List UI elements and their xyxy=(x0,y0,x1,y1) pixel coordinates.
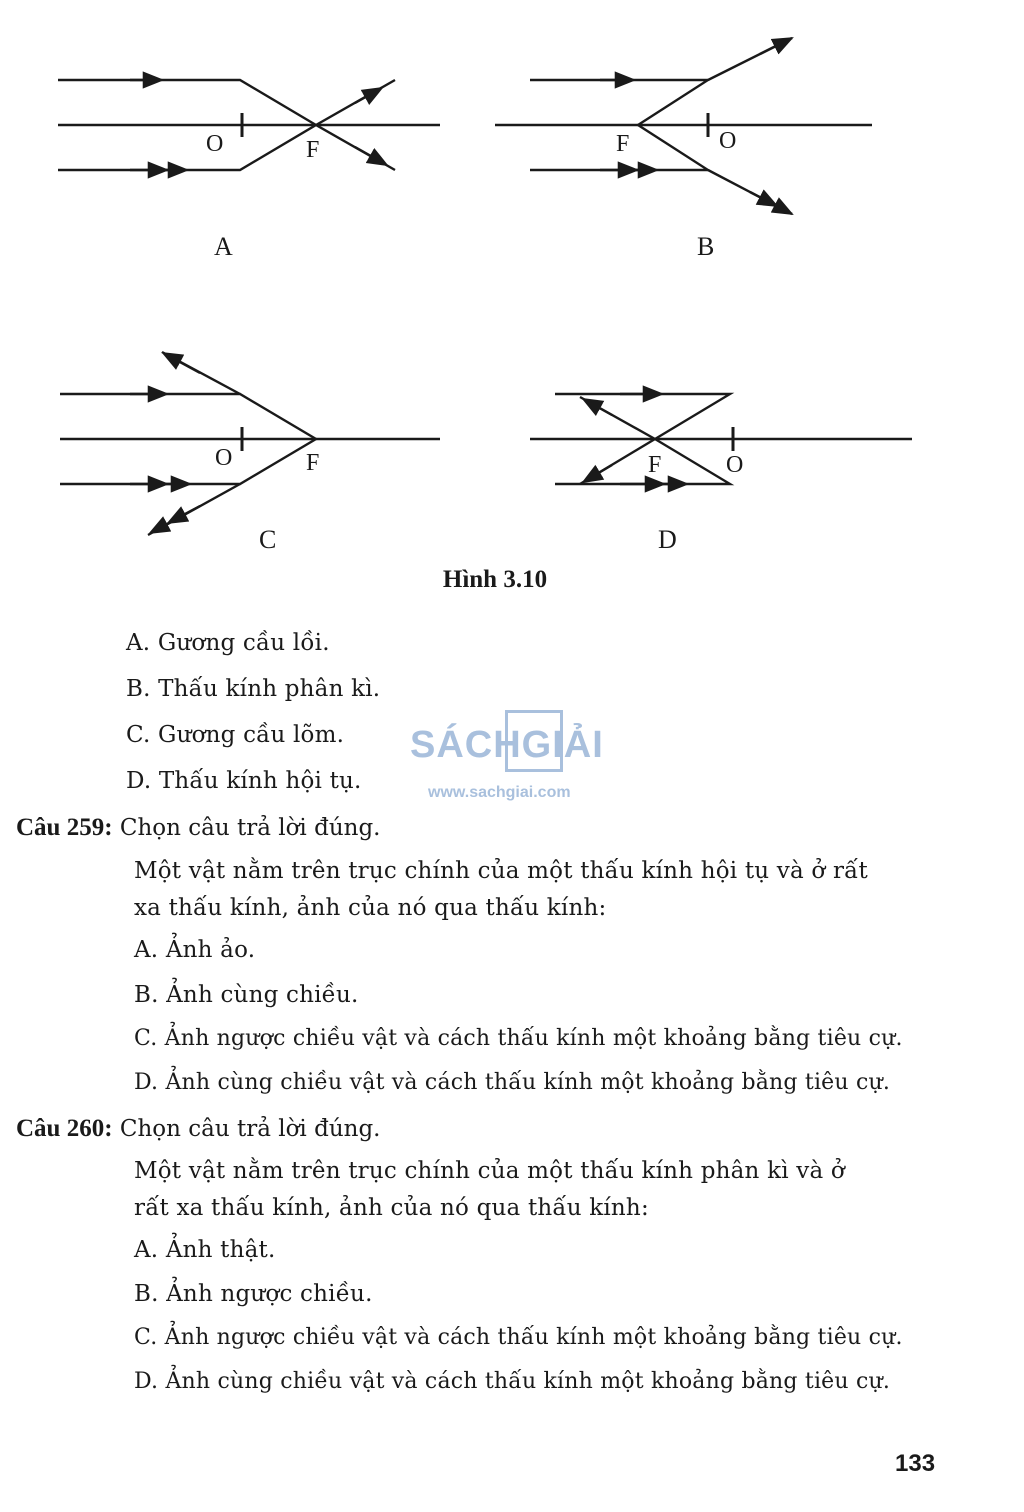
label-o-b: O xyxy=(719,128,737,154)
panel-b-diagram xyxy=(495,38,872,214)
question-259-stem-line-2: xa thấu kính, ảnh của nó qua thấu kính: xyxy=(134,895,607,921)
prev-option-b: B. Thấu kính phân kì. xyxy=(126,676,381,702)
label-o-d: O xyxy=(726,452,744,478)
watermark-brand: SÁCHGIẢI xyxy=(410,724,604,766)
question-260-stem-line-2: rất xa thấu kính, ảnh của nó qua thấu kính: xyxy=(134,1195,649,1221)
question-259-option-c: C. Ảnh ngược chiều vật và cách thấu kính một khoảng bằng tiêu cự. xyxy=(134,1026,903,1051)
ray-diagram-figure xyxy=(0,0,1024,560)
label-f-b: F xyxy=(616,131,630,157)
question-259-prompt: Chọn câu trả lời đúng. xyxy=(119,815,381,841)
panel-label-c: C xyxy=(259,525,277,554)
page-number: 133 xyxy=(895,1450,936,1477)
question-259-option-d: D. Ảnh cùng chiều vật và cách thấu kính một khoảng bằng tiêu cự. xyxy=(134,1070,891,1095)
question-259-option-b: B. Ảnh cùng chiều. xyxy=(134,982,359,1008)
question-259-stem-line-1: Một vật nằm trên trục chính của một thấu kính hội tụ và ở rất xyxy=(134,858,868,884)
prev-option-c: C. Gương cầu lõm. xyxy=(126,722,345,748)
question-259-header xyxy=(16,814,380,842)
question-260-number: Câu 260: xyxy=(16,1115,113,1142)
label-o-c: O xyxy=(215,445,233,471)
prev-option-a: A. Gương cầu lồi. xyxy=(126,630,330,656)
watermark-logo xyxy=(410,708,620,808)
panel-label-a: A xyxy=(214,232,233,261)
question-260-prompt: Chọn câu trả lời đúng. xyxy=(119,1116,381,1142)
label-f-d: F xyxy=(648,452,662,478)
question-259-option-a: A. Ảnh ảo. xyxy=(134,937,256,963)
question-260-stem-line-1: Một vật nằm trên trục chính của một thấu kính phân kì và ở xyxy=(134,1158,845,1184)
question-260-header xyxy=(16,1115,380,1143)
prev-option-d: D. Thấu kính hội tụ. xyxy=(126,768,362,794)
panel-d-diagram xyxy=(530,394,912,484)
panel-a-diagram xyxy=(58,80,440,170)
question-259-number: Câu 259: xyxy=(16,814,113,841)
question-260-option-d: D. Ảnh cùng chiều vật và cách thấu kính một khoảng bằng tiêu cự. xyxy=(134,1369,891,1394)
label-o-a: O xyxy=(206,131,224,157)
panel-label-d: D xyxy=(658,525,677,554)
label-f-c: F xyxy=(306,450,320,476)
panel-c-diagram xyxy=(60,352,440,535)
watermark-url: www.sachgiai.com xyxy=(428,784,571,801)
panel-label-b: B xyxy=(697,232,715,261)
question-260-option-c: C. Ảnh ngược chiều vật và cách thấu kính một khoảng bằng tiêu cự. xyxy=(134,1325,903,1350)
question-260-option-b: B. Ảnh ngược chiều. xyxy=(134,1281,373,1307)
question-260-option-a: A. Ảnh thật. xyxy=(134,1237,276,1263)
label-f-a: F xyxy=(306,137,320,163)
figure-caption: Hình 3.10 xyxy=(442,566,548,593)
